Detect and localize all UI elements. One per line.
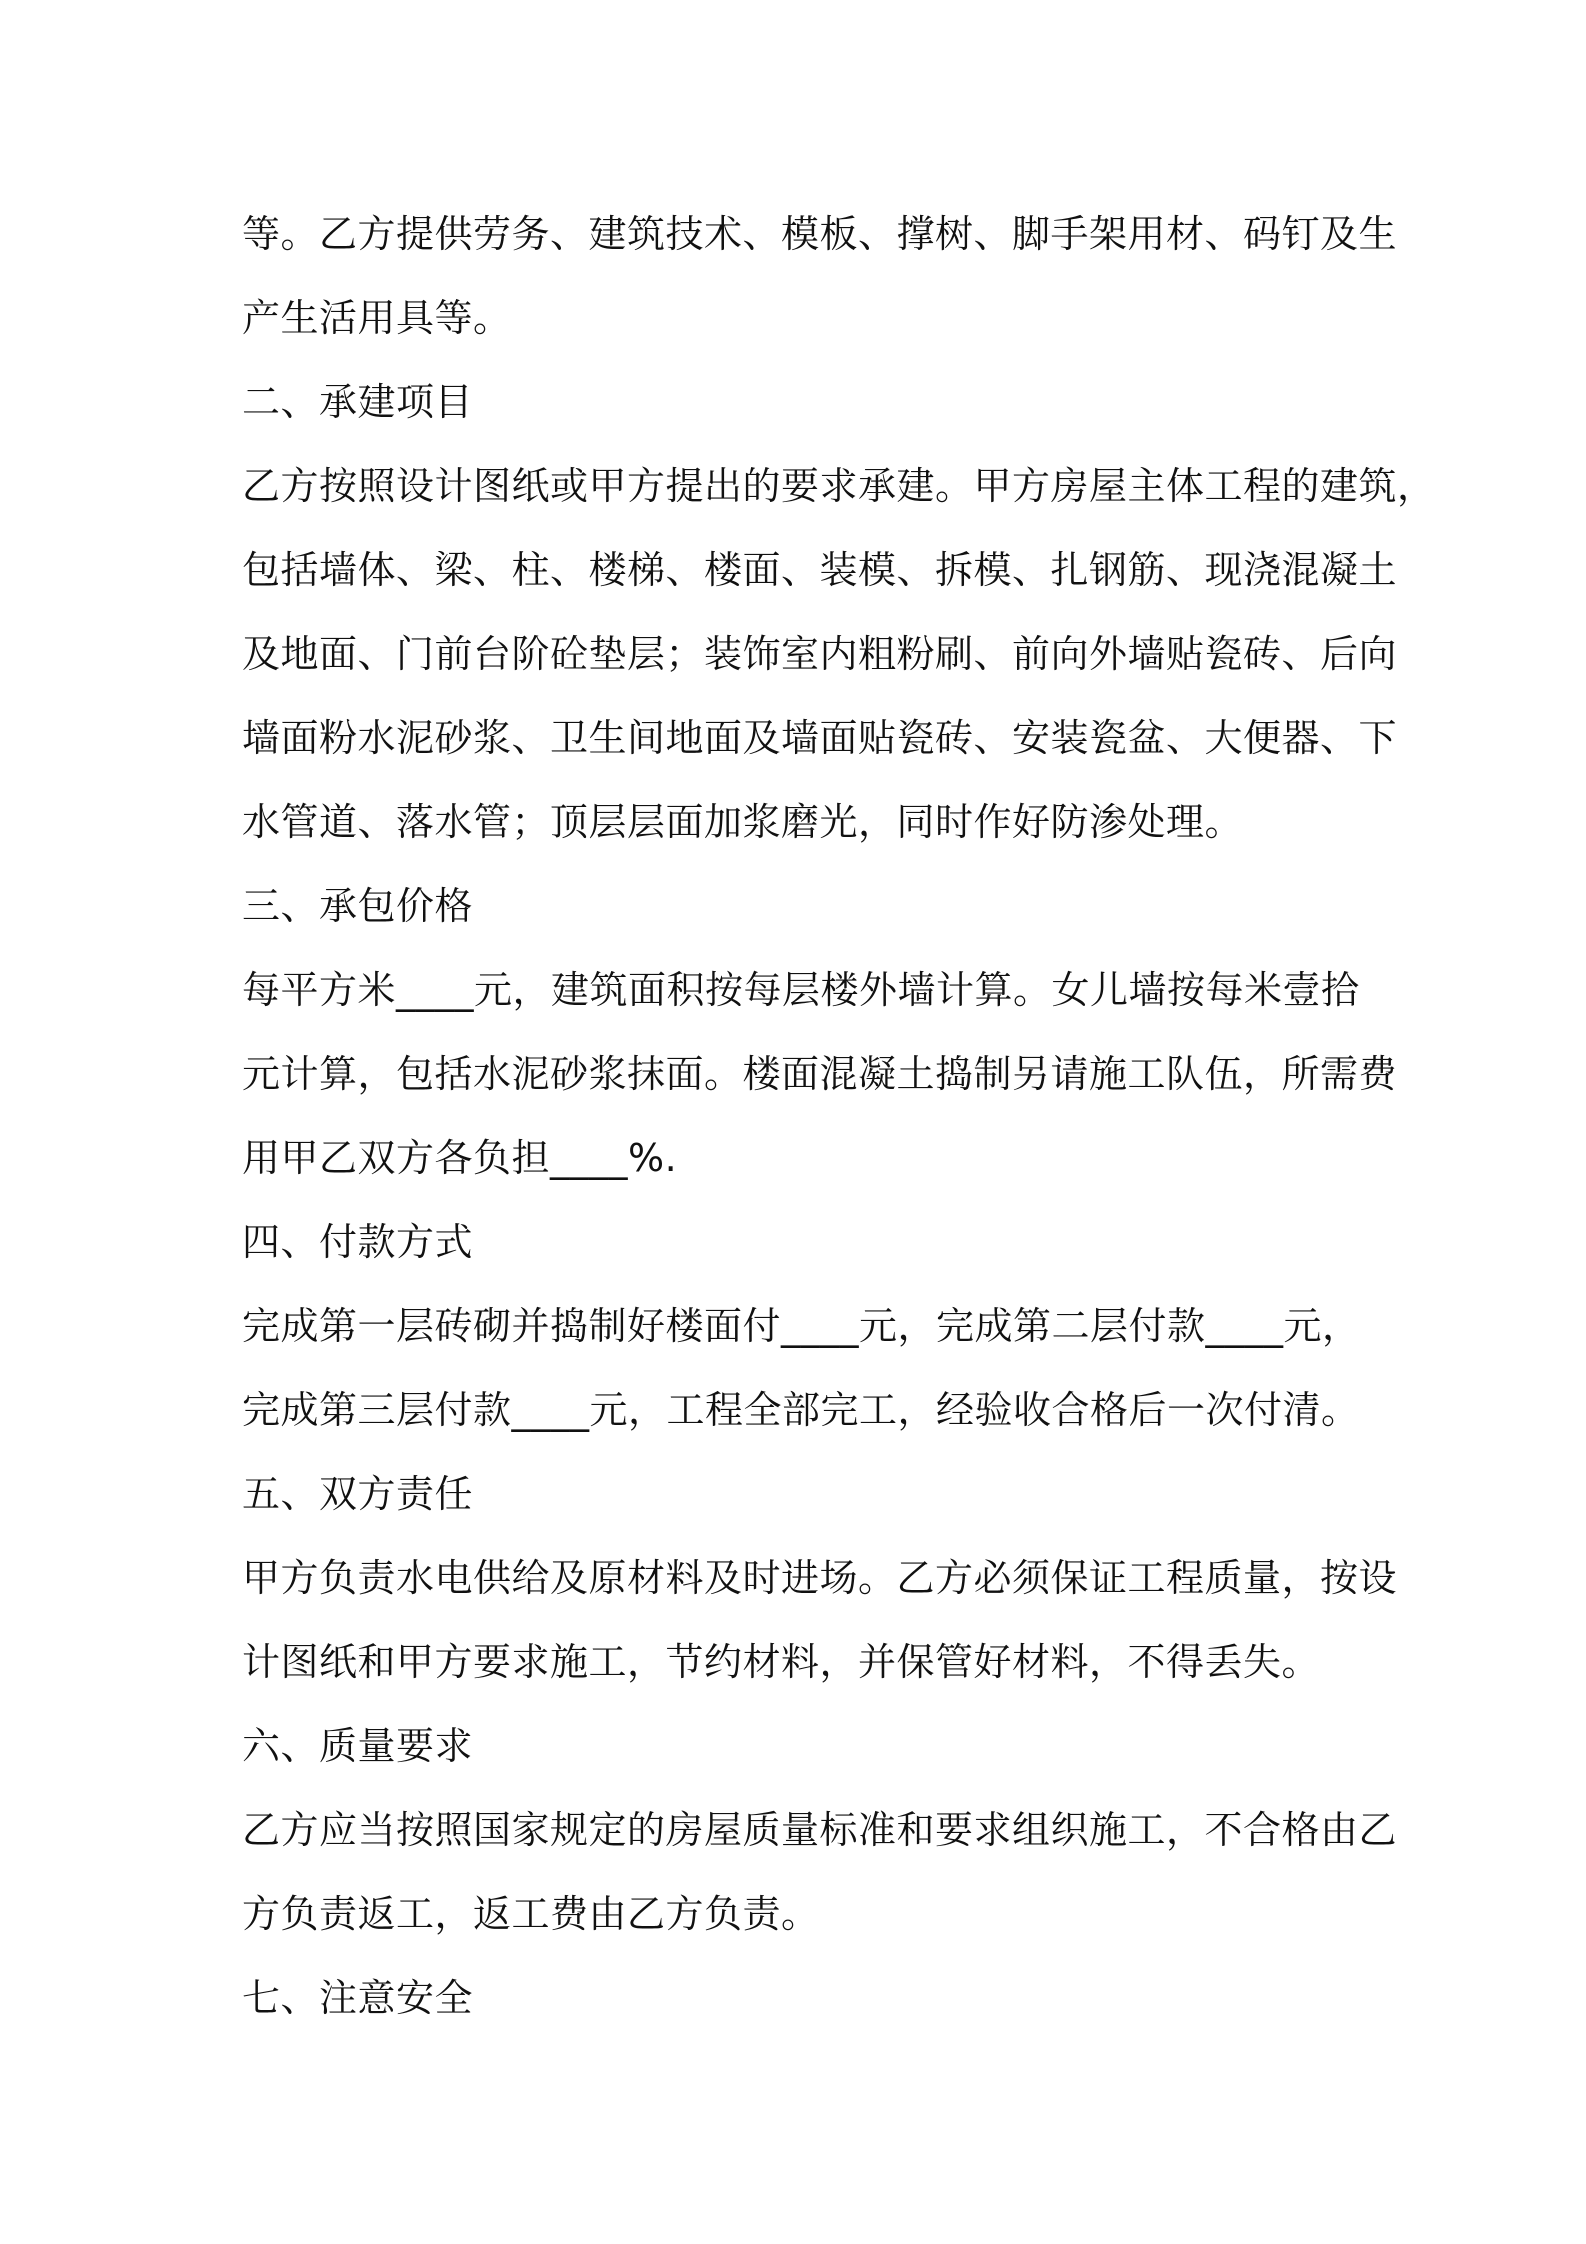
body-text-line: 甲方负责水电供给及原材料及时进场。乙方必须保证工程质量，按设: [242, 1556, 1398, 1600]
body-text-line: 包括墙体、梁、柱、楼梯、楼面、装模、拆模、扎钢筋、现浇混凝土: [242, 548, 1398, 592]
section-heading-3: 三、承包价格: [242, 884, 474, 928]
document-body: [242, 192, 1436, 2040]
section-heading-2: 二、承建项目: [242, 380, 474, 424]
section-heading-6: 六、质量要求: [242, 1724, 474, 1768]
section-heading-5: 五、双方责任: [242, 1472, 474, 1516]
body-text-line: 元计算，包括水泥砂浆抹面。楼面混凝土捣制另请施工队伍，所需费: [242, 1052, 1398, 1096]
body-text-line: 墙面粉水泥砂浆、卫生间地面及墙面贴瓷砖、安装瓷盆、大便器、下: [242, 716, 1398, 760]
body-text-line: 每平方米____元，建筑面积按每层楼外墙计算。女儿墙按每米壹拾: [242, 968, 1360, 1012]
section-heading-7: 七、注意安全: [242, 1976, 474, 2020]
body-text-line: 完成第三层付款____元，工程全部完工，经验收合格后一次付清。: [242, 1388, 1360, 1432]
body-text-line: 完成第一层砖砌并捣制好楼面付____元，完成第二层付款____元，: [242, 1304, 1361, 1348]
body-text-line: 用甲乙双方各负担____%.: [242, 1136, 678, 1180]
body-text-line: 乙方应当按照国家规定的房屋质量标准和要求组织施工，不合格由乙: [242, 1808, 1398, 1852]
section-heading-4: 四、付款方式: [242, 1220, 474, 1264]
body-text-line: 水管道、落水管；顶层层面加浆磨光，同时作好防渗处理。: [242, 800, 1244, 844]
body-text-line: 乙方按照设计图纸或甲方提出的要求承建。甲方房屋主体工程的建筑，: [242, 464, 1436, 508]
body-text-line: 方负责返工，返工费由乙方负责。: [242, 1892, 820, 1936]
body-text-line: 计图纸和甲方要求施工，节约材料，并保管好材料，不得丢失。: [242, 1640, 1321, 1684]
body-text-line: 及地面、门前台阶砼垫层；装饰室内粗粉刷、前向外墙贴瓷砖、后向: [242, 632, 1398, 676]
body-text-line: 等。乙方提供劳务、建筑技术、模板、撑树、脚手架用材、码钉及生: [242, 212, 1398, 256]
body-text-line: 产生活用具等。: [242, 296, 512, 340]
